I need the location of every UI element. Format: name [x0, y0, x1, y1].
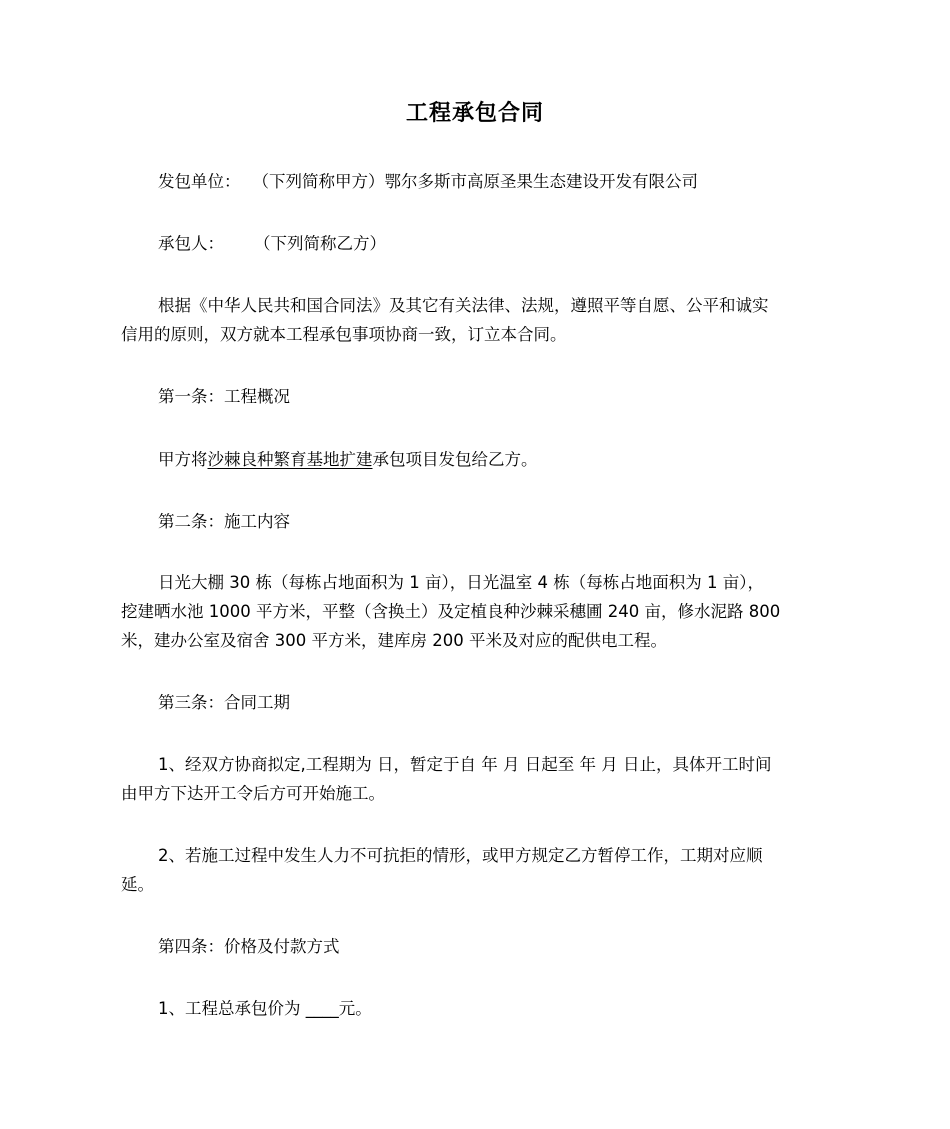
preamble-paragraph	[121, 291, 833, 349]
employer-value: （下列简称甲方）鄂尔多斯市高原圣果生态建设开发有限公司	[252, 172, 698, 191]
contractor-label: 承包人：	[158, 234, 224, 253]
page-title: 工程承包合同	[405, 101, 544, 126]
price-blank: ____	[305, 999, 339, 1018]
article1-text-after: 承包项目发包给乙方。	[372, 450, 538, 469]
article2-line: 日光大棚 30 栋（每栋占地面积为 1 亩），日光温室 4 栋（每栋占地面积为 1 亩），	[158, 573, 764, 592]
article4-item1	[121, 994, 870, 1023]
article3-heading: 第三条：合同工期	[158, 693, 290, 712]
article2-line: 挖建晒水池 1000 平方米，平整（含换土）及定植良种沙棘采穗圃 240 亩，修水泥路 800	[121, 602, 781, 621]
article3-item2-line: 2、若施工过程中发生人力不可抗拒的情形，或甲方规定乙方暂停工作，工期对应顺	[158, 846, 763, 865]
article2-line: 米，建办公室及宿舍 300 平方米，建库房 200 平米及对应的配供电工程。	[121, 631, 667, 650]
article4-item1-before: 1、工程总承包价为	[158, 999, 306, 1018]
article3-item1	[121, 750, 833, 808]
project-name: 沙棘良种繁育基地扩建	[207, 450, 373, 469]
article4-heading: 第四条：价格及付款方式	[158, 937, 340, 956]
employer-label: 发包单位：	[158, 172, 241, 191]
article4-item1-after: 元。	[338, 999, 372, 1018]
article3-item2	[121, 841, 833, 899]
article2-paragraph	[121, 568, 833, 655]
article1-heading: 第一条：工程概况	[158, 387, 290, 406]
contractor-line	[121, 229, 870, 258]
employer-line	[121, 167, 870, 196]
article3-item1-line: 1、经双方协商拟定,工程期为 日，暂定于自 年 月 日起至 年 月 日止，具体开工时间	[158, 755, 772, 774]
preamble-line: 根据《中华人民共和国合同法》及其它有关法律、法规，遵照平等自愿、公平和诚实	[158, 296, 769, 315]
contractor-value: （下列简称乙方）	[254, 234, 386, 253]
preamble-line: 信用的原则，双方就本工程承包事项协商一致，订立本合同。	[121, 325, 567, 344]
article1-text-before: 甲方将	[158, 450, 208, 469]
article3-item1-line: 由甲方下达开工令后方可开始施工。	[121, 784, 385, 803]
article2-heading: 第二条：施工内容	[158, 512, 290, 531]
article1-text	[121, 445, 870, 474]
article3-item2-line: 延。	[121, 875, 154, 894]
